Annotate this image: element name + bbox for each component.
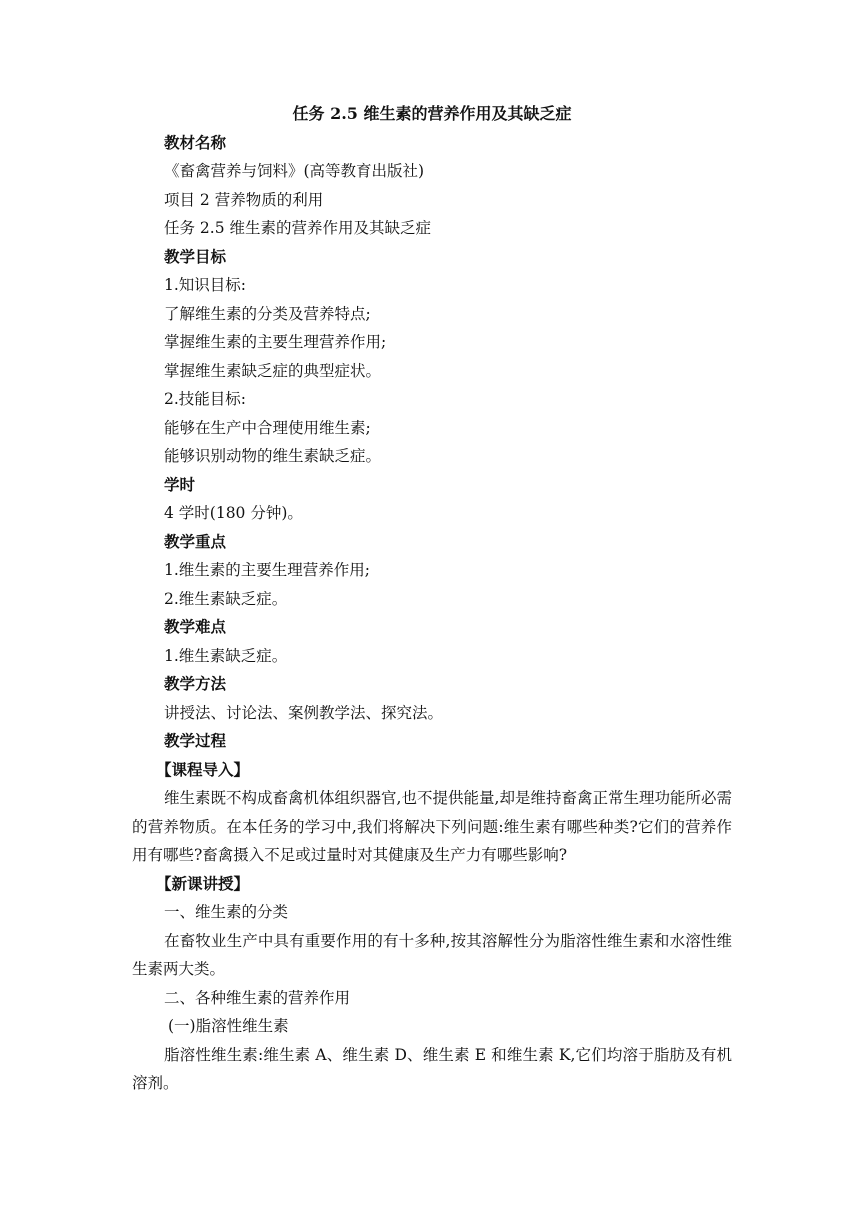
heading-teaching-methods: 教学方法 xyxy=(164,674,227,693)
heading-difficulties: 教学难点 xyxy=(164,617,227,636)
knowledge-goal-item: 掌握维生素缺乏症的典型症状。 xyxy=(164,361,382,380)
key-point-item: 1.维生素的主要生理营养作用; xyxy=(164,561,371,579)
heading-teaching-process: 教学过程 xyxy=(164,731,227,750)
heading-teaching-goals: 教学目标 xyxy=(164,246,227,266)
skill-goal-label: 2.技能目标: xyxy=(164,390,247,408)
key-point-item: 2.维生素缺乏症。 xyxy=(164,589,288,608)
project-line: 项目 2 营养物质的利用 xyxy=(164,190,324,209)
heading-course-intro: 【课程导入】 xyxy=(156,759,250,779)
heading-class-hours: 学时 xyxy=(164,474,196,494)
section-nutrition-roles: 二、各种维生素的营养作用 xyxy=(164,988,351,1007)
task-line: 任务 2.5 维生素的营养作用及其缺乏症 xyxy=(164,219,432,237)
section-classification: 一、维生素的分类 xyxy=(164,903,289,921)
document-title: 任务 2.5 维生素的营养作用及其缺乏症 xyxy=(292,104,572,123)
heading-textbook-name: 教材名称 xyxy=(164,132,227,152)
fat-soluble-paragraph: 脂溶性维生素:维生素 A、维生素 D、维生素 E 和维生素 K,它们均溶于脂肪及有机溶剂。 xyxy=(132,1045,732,1092)
knowledge-goal-item: 掌握维生素的主要生理营养作用; xyxy=(164,333,387,351)
skill-goal-item: 能够识别动物的维生素缺乏症。 xyxy=(164,447,382,465)
skill-goal-item: 能够在生产中合理使用维生素; xyxy=(164,418,371,437)
heading-key-points: 教学重点 xyxy=(164,531,227,551)
teaching-methods-value: 讲授法、讨论法、案例教学法、探究法。 xyxy=(164,703,444,722)
knowledge-goal-item: 了解维生素的分类及营养特点; xyxy=(164,304,371,323)
textbook-title: 《畜禽营养与饲料》(高等教育出版社) xyxy=(164,162,425,180)
heading-new-lesson: 【新课讲授】 xyxy=(156,873,250,893)
document-page xyxy=(132,100,732,1098)
knowledge-goal-label: 1.知识目标: xyxy=(164,276,247,294)
classification-paragraph: 在畜牧业生产中具有重要作用的有十多种,按其溶解性分为脂溶性维生素和水溶性维生素两大类。 xyxy=(132,931,732,978)
class-hours-value: 4 学时(180 分钟)。 xyxy=(164,504,303,522)
intro-paragraph: 维生素既不构成畜禽机体组织器官,也不提供能量,却是维持畜禽正常生理功能所必需的营养物质。在本任务的学习中,我们将解决下列问题:维生素有哪些种类?它们的营养作用有哪些?畜禽摄入不足或过量时对其健康及生产力有哪些影响? xyxy=(132,789,732,864)
subsection-fat-soluble: (一)脂溶性维生素 xyxy=(168,1017,289,1035)
difficulty-item: 1.维生素缺乏症。 xyxy=(164,646,288,665)
